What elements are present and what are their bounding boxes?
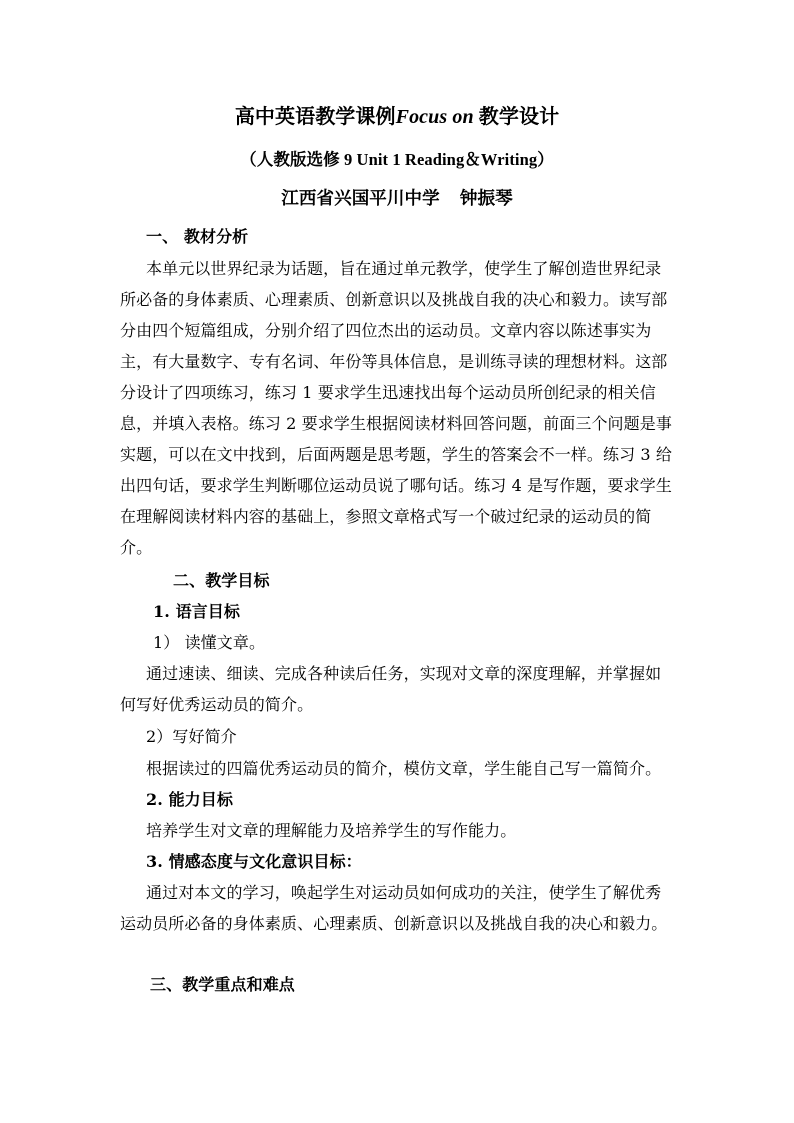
section-1-line: 在理解阅读材料内容的基础上，参照文章格式写一个破过纪录的运动员的简	[120, 507, 652, 526]
section-1-line: 实题，可以在文中找到，后面两题是思考题，学生的答案会不一样。练习 3 给	[120, 445, 672, 464]
goal-1-item-2: 2）写好简介	[146, 727, 237, 746]
document-subtitle: （人教版选修 9 Unit 1 Reading＆Writing）	[240, 150, 554, 169]
goal-1-item-1-line: 何写好优秀运动员的简介。	[120, 695, 314, 714]
section-3-heading: 三、教学重点和难点	[150, 975, 295, 994]
section-1-line: 出四句话，要求学生判断哪位运动员说了哪句话。练习 4 是写作题，要求学生	[120, 476, 672, 495]
section-1-line: 本单元以世界纪录为话题，旨在通过单元教学，使学生了解创造世界纪录	[146, 259, 662, 278]
section-1-line: 介。	[120, 538, 153, 557]
section-1-line: 息，并填入表格。练习 2 要求学生根据阅读材料回答问题，前面三个问题是事	[120, 414, 672, 433]
title-prefix: 高中英语教学课例	[234, 106, 396, 128]
goal-1-item-2-line: 根据读过的四篇优秀运动员的简介，模仿文章，学生能自己写一篇简介。	[146, 759, 662, 778]
section-2-heading: 二、教学目标	[173, 571, 270, 590]
document-title	[0, 105, 794, 129]
goal-3-line: 通过对本文的学习，唤起学生对运动员如何成功的关注，使学生了解优秀	[146, 883, 662, 902]
section-1-line: 所必备的身体素质、心理素质、创新意识以及挑战自我的决心和毅力。读写部	[120, 290, 668, 309]
section-1-line: 主，有大量数字、专有名词、年份等具体信息，是训练寻读的理想材料。这部	[120, 352, 668, 371]
section-1-line: 分设计了四项练习，练习 1 要求学生迅速找出每个运动员所创纪录的相关信	[120, 383, 656, 402]
title-suffix: 教学设计	[478, 106, 560, 128]
title-italic: Focus on	[395, 106, 474, 128]
goal-2-heading: 2. 能力目标	[146, 790, 233, 809]
section-1-heading: 一、 教材分析	[146, 227, 249, 246]
goal-1-item-1-line: 通过速读、细读、完成各种读后任务，实现对文章的深度理解，并掌握如	[146, 664, 662, 683]
goal-3-line: 运动员所必备的身体素质、心理素质、创新意识以及挑战自我的决心和毅力。	[120, 914, 668, 933]
goal-1-item-1: 1） 读懂文章。	[153, 633, 266, 652]
goal-2-line: 培养学生对文章的理解能力及培养学生的写作能力。	[146, 821, 517, 840]
section-1-line: 分由四个短篇组成，分别介绍了四位杰出的运动员。文章内容以陈述事实为	[120, 321, 652, 340]
goal-1-heading: 1. 语言目标	[153, 602, 240, 621]
document-author: 江西省兴国平川中学 钟振琴	[281, 189, 513, 209]
goal-3-heading: 3. 情感态度与文化意识目标：	[146, 852, 362, 871]
